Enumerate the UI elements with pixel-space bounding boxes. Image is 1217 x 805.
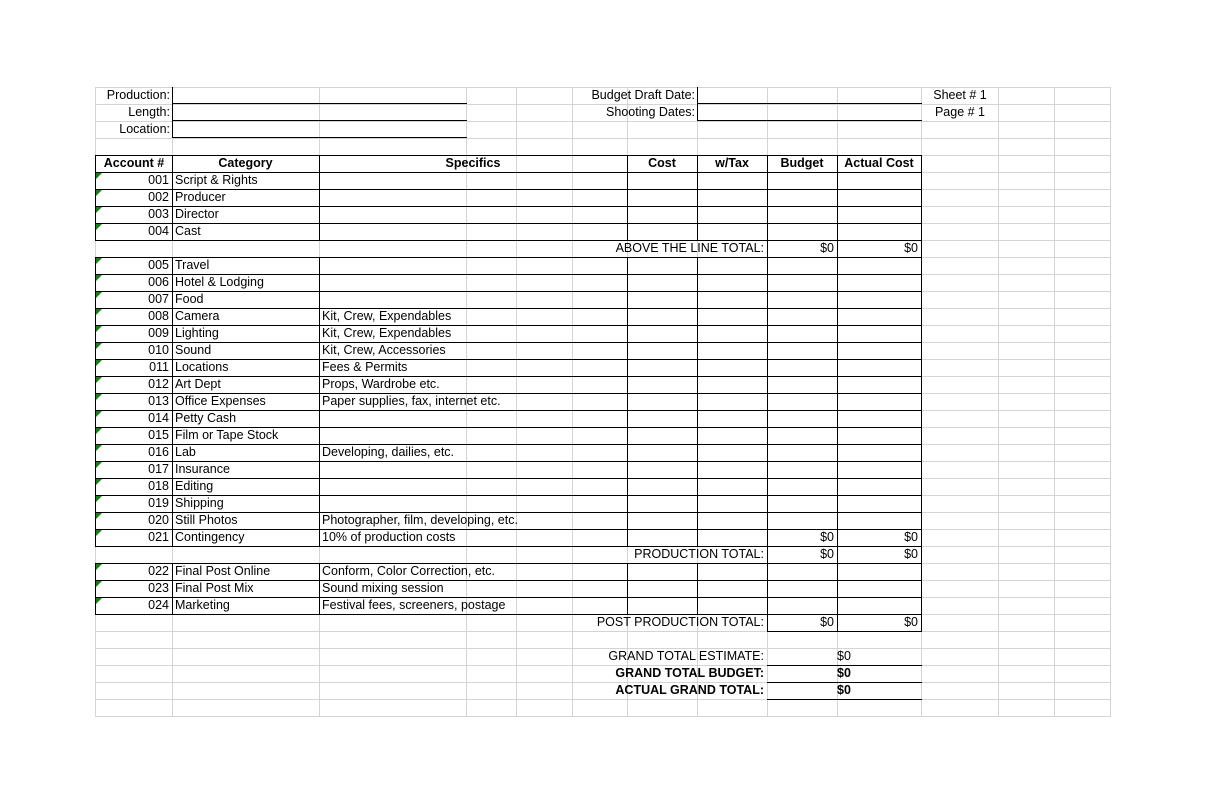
header-specifics: Specifics [445, 156, 501, 170]
account-cell: 003 [148, 207, 169, 221]
grand-total-estimate-value: $0 [837, 649, 851, 663]
border-line [697, 257, 698, 547]
budget-cell [767, 410, 834, 427]
category-cell: Director [175, 207, 219, 221]
account-cell: 012 [148, 377, 169, 391]
budget-cell [767, 308, 834, 325]
header-category: Category [218, 156, 273, 170]
category-cell: Art Dept [175, 377, 221, 391]
budget-cell [767, 444, 834, 461]
above-line-total-actual: $0 [904, 241, 918, 255]
budget-cell [767, 291, 834, 308]
specifics-cell [322, 274, 622, 291]
budget-cell [767, 580, 834, 597]
account-cell: 010 [148, 343, 169, 357]
actual-cost-cell [837, 461, 918, 478]
budget-cell [767, 223, 834, 240]
shooting-dates-label: Shooting Dates: [606, 105, 695, 119]
sheet-number: Sheet # 1 [933, 88, 987, 102]
budget-cell [767, 206, 834, 223]
account-cell: 013 [148, 394, 169, 408]
border-line [172, 103, 467, 104]
border-line [921, 257, 922, 547]
border-line [921, 546, 922, 564]
account-cell: 019 [148, 496, 169, 510]
category-cell: Final Post Online [175, 564, 271, 578]
category-cell: Locations [175, 360, 229, 374]
category-cell: Script & Rights [175, 173, 258, 187]
budget-cell [767, 495, 834, 512]
grand-total-budget-label: GRAND TOTAL BUDGET: [615, 666, 764, 680]
account-cell: 022 [148, 564, 169, 578]
border-line [319, 257, 320, 547]
account-cell: 015 [148, 428, 169, 442]
budget-cell: $0 [820, 530, 834, 544]
post-production-total-budget: $0 [820, 615, 834, 629]
header-wtax: w/Tax [715, 156, 749, 170]
category-cell: Shipping [175, 496, 224, 510]
category-cell: Travel [175, 258, 210, 272]
gridline-v [1054, 87, 1055, 716]
actual-cost-cell [837, 257, 918, 274]
border-line [697, 563, 698, 615]
gridline-h [95, 121, 1111, 122]
account-cell: 017 [148, 462, 169, 476]
budget-draft-date-label: Budget Draft Date: [591, 88, 695, 102]
actual-cost-cell [837, 189, 918, 206]
category-cell: Hotel & Lodging [175, 275, 264, 289]
specifics-cell: Photographer, film, developing, etc. [322, 513, 518, 527]
actual-cost-cell [837, 427, 918, 444]
category-cell: Editing [175, 479, 214, 493]
specifics-cell: Festival fees, screeners, postage [322, 598, 506, 612]
category-cell: Cast [175, 224, 201, 238]
actual-cost-cell [837, 308, 918, 325]
budget-cell [767, 427, 834, 444]
account-cell: 020 [148, 513, 169, 527]
category-cell: Sound [175, 343, 212, 357]
account-cell: 005 [148, 258, 169, 272]
border-line [697, 103, 922, 104]
category-cell: Marketing [175, 598, 230, 612]
budget-cell [767, 189, 834, 206]
category-cell: Lighting [175, 326, 219, 340]
grand-total-budget-value: $0 [837, 666, 851, 680]
border-line [921, 240, 922, 258]
production-label: Production: [106, 88, 170, 102]
specifics-cell: Fees & Permits [322, 360, 408, 374]
account-cell: 021 [148, 530, 169, 544]
gridline-h [95, 138, 1111, 139]
specifics-cell [322, 223, 622, 240]
specifics-cell: Conform, Color Correction, etc. [322, 564, 495, 578]
specifics-cell [322, 291, 622, 308]
category-cell: Still Photos [175, 513, 238, 527]
header-account: Account # [103, 156, 165, 170]
actual-cost-cell [837, 206, 918, 223]
actual-grand-total-label: ACTUAL GRAND TOTAL: [615, 683, 764, 697]
specifics-cell: 10% of production costs [322, 530, 456, 544]
border-line [319, 563, 320, 615]
budget-cell [767, 172, 834, 189]
budget-cell [767, 478, 834, 495]
location-label: Location: [119, 122, 170, 136]
account-cell: 011 [149, 360, 169, 374]
specifics-cell: Kit, Crew, Expendables [322, 326, 452, 340]
category-cell: Lab [175, 445, 196, 459]
actual-cost-cell [837, 342, 918, 359]
account-cell: 006 [148, 275, 169, 289]
budget-cell [767, 563, 834, 580]
budget-cell [767, 461, 834, 478]
specifics-cell [322, 257, 622, 274]
category-cell: Film or Tape Stock [175, 428, 279, 442]
account-cell: 004 [148, 224, 169, 238]
specifics-cell [322, 495, 622, 512]
actual-cost-cell [837, 223, 918, 240]
production-total-budget: $0 [820, 547, 834, 561]
specifics-cell: Developing, dailies, etc. [322, 445, 455, 459]
actual-cost-cell [837, 393, 918, 410]
actual-cost-cell [837, 376, 918, 393]
account-cell: 016 [148, 445, 169, 459]
account-cell: 009 [148, 326, 169, 340]
actual-cost-cell [837, 410, 918, 427]
actual-cost-cell [837, 495, 918, 512]
account-cell: 002 [148, 190, 169, 204]
category-cell: Insurance [175, 462, 230, 476]
actual-grand-total-value: $0 [837, 683, 851, 697]
budget-cell [767, 597, 834, 614]
actual-cost-cell [837, 172, 918, 189]
border-line [921, 614, 922, 632]
account-cell: 024 [148, 598, 169, 612]
actual-cost-cell [837, 478, 918, 495]
budget-cell [767, 376, 834, 393]
specifics-cell [322, 427, 622, 444]
budget-cell [767, 325, 834, 342]
page-number: Page # 1 [934, 105, 986, 119]
specifics-cell [322, 461, 622, 478]
budget-cell [767, 393, 834, 410]
account-cell: 023 [148, 581, 169, 595]
category-cell: Petty Cash [175, 411, 237, 425]
header-budget: Budget [780, 156, 824, 170]
actual-cost-cell [837, 580, 918, 597]
production-total-actual: $0 [904, 547, 918, 561]
border-line [172, 87, 173, 138]
budget-cell [767, 342, 834, 359]
border-line [627, 563, 628, 615]
category-cell: Contingency [175, 530, 245, 544]
actual-cost-cell [837, 444, 918, 461]
specifics-cell: Props, Wardrobe etc. [322, 377, 440, 391]
gridline-h [95, 631, 1111, 632]
border-line [172, 257, 173, 547]
specifics-cell [322, 206, 622, 223]
specifics-cell [322, 410, 622, 427]
actual-cost-cell [837, 325, 918, 342]
budget-cell [767, 274, 834, 291]
border-line [172, 120, 467, 121]
post-production-total-label: POST PRODUCTION TOTAL: [596, 615, 764, 629]
border-line [172, 563, 173, 615]
gridline-v [998, 87, 999, 716]
account-cell: 001 [148, 173, 169, 187]
length-label: Length: [128, 105, 170, 119]
category-cell: Final Post Mix [175, 581, 254, 595]
grand-total-estimate-label: GRAND TOTAL ESTIMATE: [608, 649, 764, 663]
production-total-label: PRODUCTION TOTAL: [634, 547, 764, 561]
specifics-cell [322, 172, 622, 189]
above-line-total-budget: $0 [820, 241, 834, 255]
actual-cost-cell [837, 563, 918, 580]
specifics-cell: Kit, Crew, Accessories [322, 343, 446, 357]
header-actual-cost: Actual Cost [844, 156, 914, 170]
gridline-h [95, 716, 1111, 717]
post-production-total-actual: $0 [904, 615, 918, 629]
border-line [627, 257, 628, 547]
budget-cell [767, 257, 834, 274]
category-cell: Producer [175, 190, 226, 204]
border-line [697, 87, 698, 121]
category-cell: Office Expenses [175, 394, 266, 408]
actual-cost-cell [837, 597, 918, 614]
actual-cost-cell [837, 512, 918, 529]
specifics-cell [322, 189, 622, 206]
budget-cell [767, 359, 834, 376]
specifics-cell: Kit, Crew, Expendables [322, 309, 452, 323]
gridline-h [95, 699, 1111, 700]
actual-cost-cell: $0 [904, 530, 918, 544]
specifics-cell: Sound mixing session [322, 581, 444, 595]
category-cell: Camera [175, 309, 220, 323]
border-line [767, 699, 922, 700]
specifics-cell [322, 478, 622, 495]
header-cost: Cost [648, 156, 676, 170]
account-cell: 007 [148, 292, 169, 306]
category-cell: Food [175, 292, 204, 306]
budget-cell [767, 512, 834, 529]
gridline-v [1110, 87, 1111, 716]
actual-cost-cell [837, 359, 918, 376]
border-line [921, 155, 922, 241]
border-line [921, 563, 922, 615]
actual-cost-cell [837, 291, 918, 308]
account-cell: 018 [148, 479, 169, 493]
above-line-total-label: ABOVE THE LINE TOTAL: [615, 241, 764, 255]
account-cell: 008 [148, 309, 169, 323]
border-line [172, 137, 467, 138]
specifics-cell: Paper supplies, fax, internet etc. [322, 394, 501, 408]
border-line [697, 120, 922, 121]
account-cell: 014 [148, 411, 169, 425]
actual-cost-cell [837, 274, 918, 291]
border-line [767, 631, 922, 632]
